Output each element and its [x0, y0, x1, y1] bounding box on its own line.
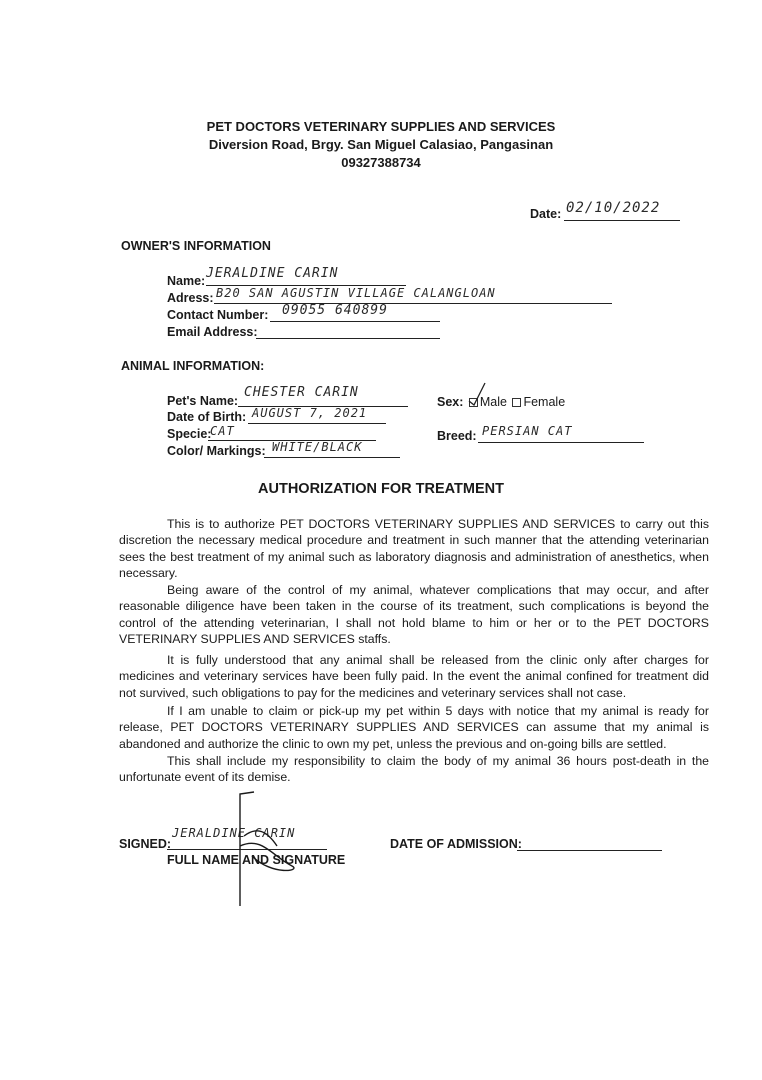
owner-email-label: Email Address:: [167, 325, 258, 339]
date-label: Date:: [530, 207, 562, 221]
authorization-paragraph-1: This is to authorize PET DOCTORS VETERINARY SUPPLIES AND SERVICES to carry out this discretion the necessary medical procedure and treatment in such manner that the attending veterinarian sees the best treatment of my animal such as laboratory diagnosis and administration of anesthetics, when necessary.: [119, 517, 709, 581]
breed-line: [478, 442, 644, 443]
company-address: Diversion Road, Brgy. San Miguel Calasiao, Pangasinan: [208, 137, 554, 152]
female-checkbox[interactable]: [512, 398, 521, 407]
specie-label: Specie:: [167, 427, 212, 441]
authorization-paragraph-2: Being aware of the control of my animal, whatever complications that may occur, and after reasonable diligence have been taken in the course of its treatment, such complications is beyond the control of the attending veterinarian, I shall not hold blame to him or her or to the PET DOCTORS VETERINARY SUPPLIES AND SERVICES staffs.: [119, 583, 709, 647]
owner-name-value: JERALDINE CARIN: [206, 266, 339, 281]
owner-address-line: [214, 303, 612, 304]
animal-heading: ANIMAL INFORMATION:: [121, 359, 265, 373]
authorization-paragraph-3: It is fully understood that any animal shall be released from the clinic only after charges for medicines and veterinary services have been fully paid. In the event the animal confined for treatment did not survived, such obligations to pay for the medicines and veterinary services shall not case.: [119, 653, 709, 700]
sex-field: [437, 395, 565, 409]
dob-label: Date of Birth:: [167, 410, 247, 424]
owner-heading: OWNER'S INFORMATION: [121, 239, 271, 253]
date-value: 02/10/2022: [566, 200, 661, 216]
owner-email-line: [256, 338, 440, 339]
signed-name: JERALDINE CARIN: [172, 826, 296, 840]
company-phone: 09327388734: [341, 155, 421, 170]
specie-value: CAT: [210, 424, 235, 438]
dob-value: AUGUST 7, 2021: [252, 406, 368, 420]
owner-contact-value: 09055 640899: [282, 303, 388, 318]
breed-label: Breed:: [437, 429, 477, 443]
authorization-paragraph-4: If I am unable to claim or pick-up my pet within 5 days with notice that my animal is ready for release, PET DOCTORS VETERINARY SUPPLIES AND SERVICES can assume that my animal is abandoned and authorize the clinic to own my pet, unless the previous and on-going bills are settled.: [119, 704, 709, 751]
signature-caption: FULL NAME AND SIGNATURE: [167, 853, 346, 867]
signed-label: SIGNED:: [119, 837, 172, 851]
color-line: [264, 457, 400, 458]
check-mark-icon: [468, 381, 486, 407]
color-label: Color/ Markings:: [167, 444, 266, 458]
male-option-label: Male: [479, 395, 507, 409]
authorization-paragraph-5: This shall include my responsibility to claim the body of my animal 36 hours post-death in the unfortunate event of its demise.: [119, 754, 709, 785]
dob-line: [248, 423, 386, 424]
owner-contact-line: [270, 321, 440, 322]
date-line: [564, 220, 680, 221]
pet-name-label: Pet's Name:: [167, 394, 239, 408]
admission-label: DATE OF ADMISSION:: [390, 837, 522, 851]
admission-line: [517, 850, 662, 851]
owner-name-label: Name:: [167, 274, 206, 288]
breed-value: PERSIAN CAT: [482, 424, 573, 438]
owner-address-label: Adress:: [167, 291, 214, 305]
pet-name-value: CHESTER CARIN: [244, 385, 359, 400]
female-option-label: Female: [523, 395, 566, 409]
signature-scribble: [232, 786, 342, 910]
sex-label: Sex:: [437, 395, 464, 409]
company-name: PET DOCTORS VETERINARY SUPPLIES AND SERVICES: [206, 119, 556, 134]
owner-address-value: B20 SAN AGUSTIN VILLAGE CALANGLOAN: [216, 286, 496, 300]
authorization-title: AUTHORIZATION FOR TREATMENT: [258, 481, 504, 497]
owner-contact-label: Contact Number:: [167, 308, 269, 322]
color-value: WHITE/BLACK: [272, 440, 363, 454]
male-checkbox[interactable]: [469, 398, 478, 407]
